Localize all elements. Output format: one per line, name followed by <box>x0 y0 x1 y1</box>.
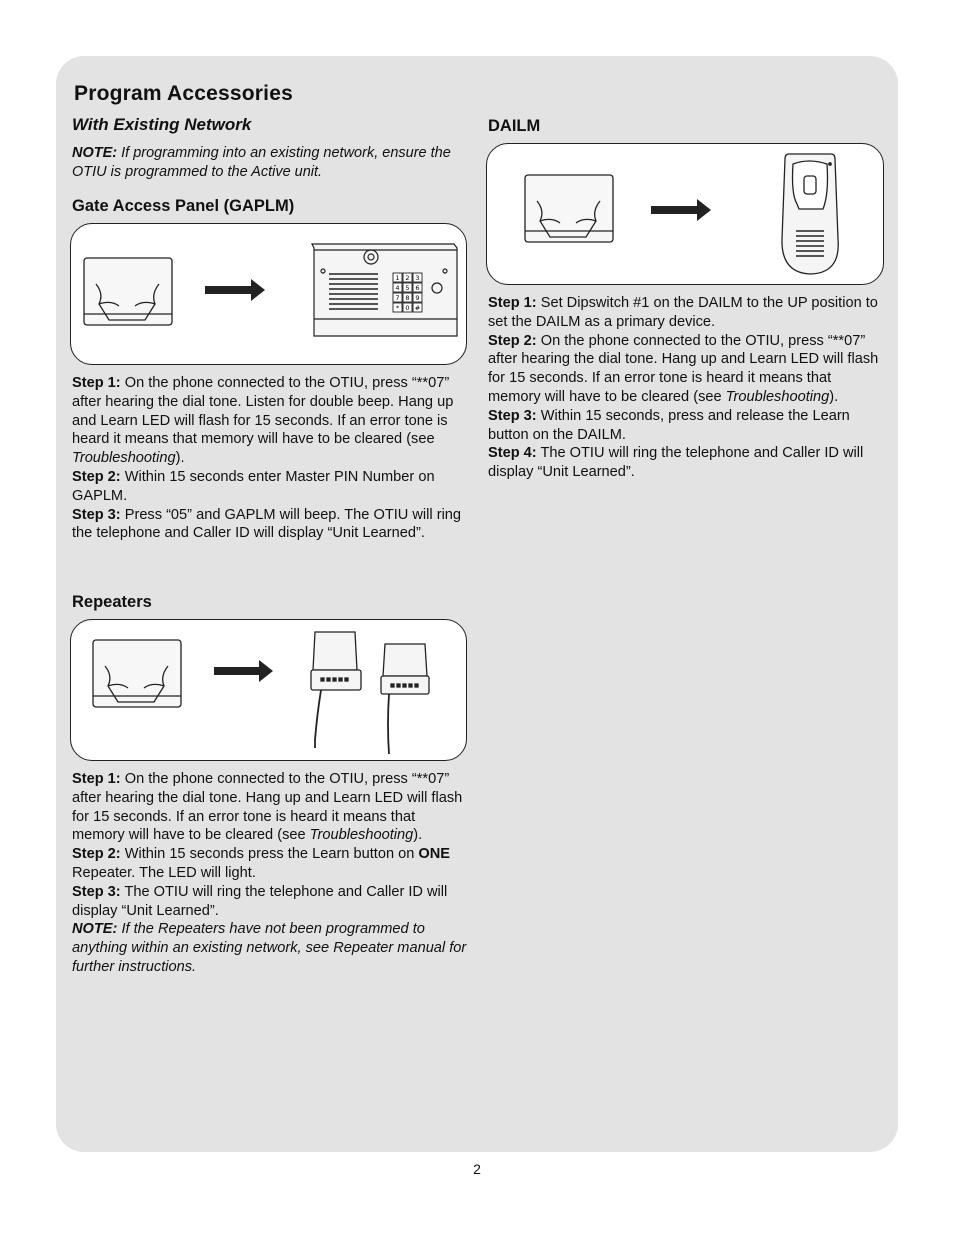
dailm-device-illustration <box>782 154 838 274</box>
otiu-device-illustration <box>525 175 613 242</box>
note-label: NOTE: <box>72 145 118 161</box>
keypad-key-label: 0 <box>405 304 410 312</box>
arrow-icon <box>214 660 273 682</box>
troubleshooting-ref: Troubleshooting <box>725 388 830 405</box>
page-title: Program Accessories <box>74 82 293 105</box>
keypad-key-label: 4 <box>395 284 400 292</box>
step-label: Step 3: <box>72 506 121 523</box>
step-label: Step 3: <box>488 407 537 424</box>
keypad-key-label: 1 <box>395 274 400 282</box>
note-text: If programming into an existing network, ensure the OTIU is programmed to the Active unit. <box>72 145 451 180</box>
step-text: The OTIU will ring the telephone and Caller ID will display “Unit Learned”. <box>72 883 448 919</box>
step-text: Set Dipswitch #1 on the DAILM to the UP position to set the DAILM as a primary device. <box>488 295 878 330</box>
dailm-heading: DAILM <box>488 117 541 135</box>
step-text: On the phone connected to the OTIU, press “**07” after hearing the dial tone. Hang up and Learn LED will flash for 15 seconds. If an error tone is heard it means that memory will have to be cleared (see <box>488 332 879 405</box>
gaplm-figure <box>70 223 467 365</box>
gaplm-steps <box>72 374 468 543</box>
otiu-device-illustration <box>93 640 181 707</box>
step-text-end: ). <box>175 450 185 467</box>
keypad-key-label: 7 <box>395 294 400 302</box>
repeaters-heading: Repeaters <box>72 593 152 611</box>
step-label: Step 1: <box>72 771 121 787</box>
step-label: Step 1: <box>72 375 121 391</box>
keypad-key-label: 6 <box>415 284 420 292</box>
repeaters-steps <box>72 770 468 977</box>
step-text-end: Repeater. The LED will light. <box>72 864 256 881</box>
arrow-icon <box>651 199 711 221</box>
step-text: On the phone connected to the OTIU, press “**07” after hearing the dial tone. Hang up and Learn LED will flash for 15 seconds. If an error tone is heard it means that memory will have to be cleared (see <box>72 771 463 844</box>
troubleshooting-ref: Troubleshooting <box>72 450 176 467</box>
gaplm-keypad-illustration <box>312 244 457 336</box>
gaplm-heading: Gate Access Panel (GAPLM) <box>72 197 295 215</box>
step-label: Step 2: <box>72 846 121 863</box>
repeater-illustration <box>381 644 429 754</box>
otiu-device-illustration <box>84 258 172 325</box>
keypad-key-label: * <box>395 304 400 312</box>
step-text: Within 15 seconds enter Master PIN Number on GAPLM. <box>72 468 435 504</box>
keypad-key-label: 5 <box>405 284 410 292</box>
intro-note <box>72 144 467 181</box>
troubleshooting-ref: Troubleshooting <box>309 827 414 844</box>
section-subtitle: With Existing Network <box>72 115 252 134</box>
note-label: NOTE: <box>72 921 118 938</box>
step-text: Within 15 seconds, press and release the Learn button on the DAILM. <box>488 407 850 443</box>
keypad-key-label: 3 <box>415 274 420 282</box>
step-text: Within 15 seconds press the Learn button on <box>124 846 419 863</box>
note-text: If the Repeaters have not been programmed to anything within an existing network, see Repeater manual for further instructions. <box>72 921 467 975</box>
step-text: Press “05” and GAPLM will beep. The OTIU will ring the telephone and Caller ID will display “Unit Learned”. <box>72 506 462 542</box>
step-label: Step 2: <box>72 468 121 485</box>
step-label: Step 2: <box>488 332 537 349</box>
keypad-key-label: 8 <box>405 294 410 302</box>
step-text-end: ). <box>413 827 423 844</box>
dailm-figure <box>486 143 884 285</box>
repeater-illustration <box>311 632 361 748</box>
step-text: The OTIU will ring the telephone and Caller ID will display “Unit Learned”. <box>488 445 864 481</box>
step-label: Step 3: <box>72 883 121 900</box>
emphasis-one: ONE <box>418 846 451 863</box>
arrow-icon <box>205 279 265 301</box>
keypad-key-label: # <box>414 304 421 312</box>
step-text: On the phone connected to the OTIU, press “**07” after hearing the dial tone. Listen for double beep. Hang up and Learn LED will flash for 15 seconds. If an error tone is heard it means that memory will have to be cleared (see <box>72 375 454 448</box>
step-label: Step 1: <box>488 295 537 311</box>
page-number: 2 <box>473 1161 481 1177</box>
step-label: Step 4: <box>488 445 537 462</box>
keypad-key-label: 9 <box>415 294 420 302</box>
repeaters-figure <box>70 619 467 761</box>
keypad-key-label: 2 <box>405 274 410 282</box>
step-text-end: ). <box>829 388 839 405</box>
dailm-steps <box>488 294 884 482</box>
